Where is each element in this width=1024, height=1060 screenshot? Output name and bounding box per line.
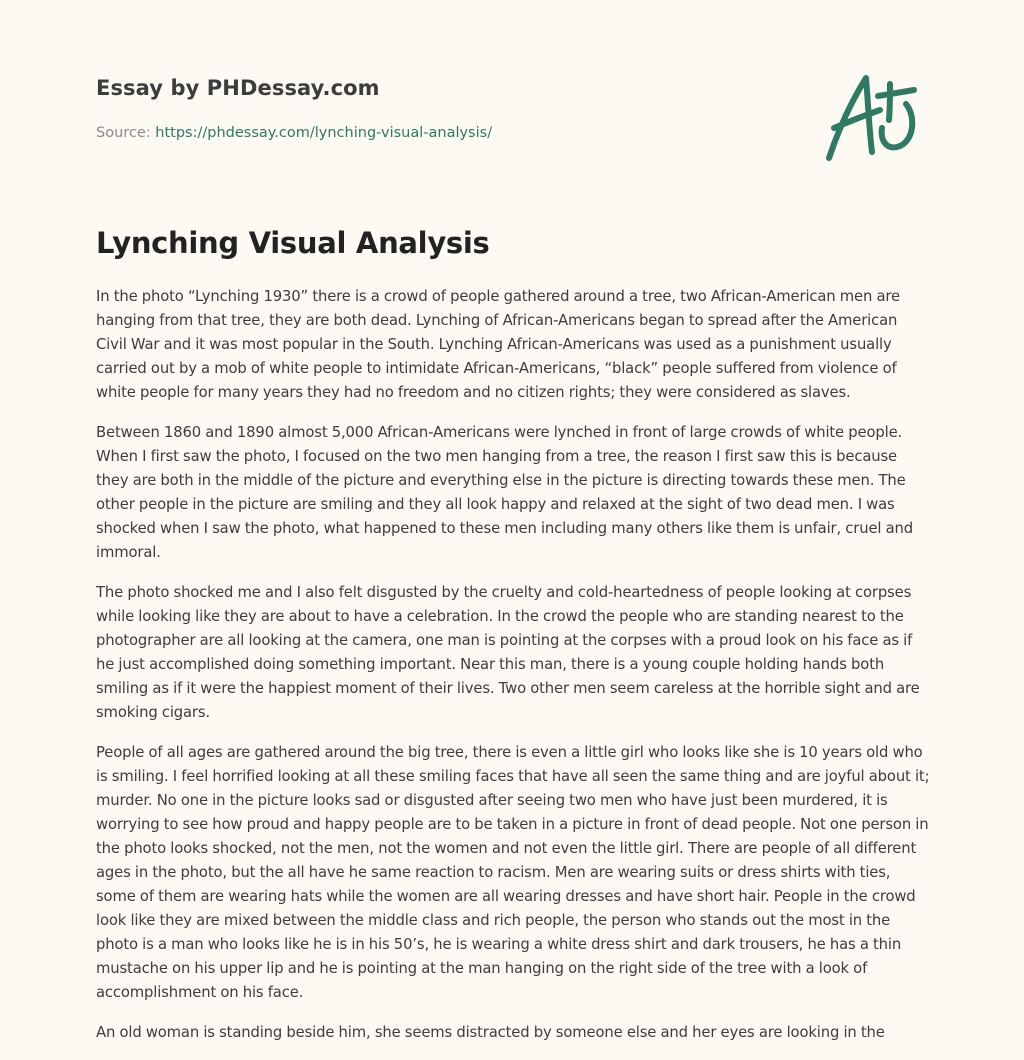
essay-paragraph: Between 1860 and 1890 almost 5,000 African-Americans were lynched in front of large crowds of white people. When I first saw the photo, I focused on the two men hanging from a tree, the reason I first saw this is because they are both in the middle of the picture and everything else in the picture is directing towards these men. The other people in the picture are smiling and they all look happy and relaxed at the sight of two dead men. I was shocked when I saw the photo, what happened to these men including many others like them is unfair, cruel and immoral. xyxy=(96,424,914,561)
essay-title: Lynching Visual Analysis xyxy=(96,226,490,260)
source-label: Source: xyxy=(96,125,151,141)
essay-paragraph: People of all ages are gathered around the big tree, there is even a little girl who looks like she is 10 years old who is smiling. I feel horrified looking at all these smiling faces that have all seen the same thing and are joyful about it; murder. No one in the picture looks sad or disgusted after seeing two men who have just been murdered, it is worrying to see how proud and happy people are to be taken in a picture in front of dead people. Not one person in the photo looks shocked, not the men, not the women and not even the little girl. There are people of all different ages in the photo, but the all have he same reaction to racism. Men are wearing suits or dress shirts with ties, some of them are wearing hats while the women are all wearing dresses and have short hair. People in the crowd look like they are mixed between the middle class and rich people, the person who stands out the most in the photo is a man who looks like he is in his 50’s, he is wearing a white dress shirt and dark trousers, he has a thin mustache on his upper lip and he is pointing at the man hanging on the right side of the tree with a look of accomplishment on his face. xyxy=(96,744,930,1001)
source-link[interactable]: https://phdessay.com/lynching-visual-analysis/ xyxy=(155,125,493,141)
essay-paragraph: An old woman is standing beside him, she seems distracted by someone else and her eyes are looking in the xyxy=(96,1024,885,1041)
essay-paragraph: The photo shocked me and I also felt disgusted by the cruelty and cold-heartedness of people looking at corpses while looking like they are about to have a celebration. In the crowd the people who are standing nearest to the photographer are all looking at the camera, one man is pointing at the corpses with a proud look on his face as if he just accomplished doing something important. Near this man, there is a young couple holding hands both smiling as if it were the happiest moment of their lives. Two other men seem careless at the horrible sight and are smoking cigars. xyxy=(96,584,920,721)
source-line xyxy=(96,125,492,141)
essay-body xyxy=(96,285,930,1060)
a-plus-grade-icon xyxy=(818,66,928,166)
site-brand: Essay by PHDessay.com xyxy=(96,76,380,100)
essay-paragraph: In the photo “Lynching 1930” there is a crowd of people gathered around a tree, two African-American men are hanging from that tree, they are both dead. Lynching of African-Americans began to spread after the American Civil War and it was most popular in the South. Lynching African-Americans was used as a punishment usually carried out by a mob of white people to intimidate African-Americans, “black” people suffered from violence of white people for many years they had no freedom and no citizen rights; they were considered as slaves. xyxy=(96,288,900,401)
